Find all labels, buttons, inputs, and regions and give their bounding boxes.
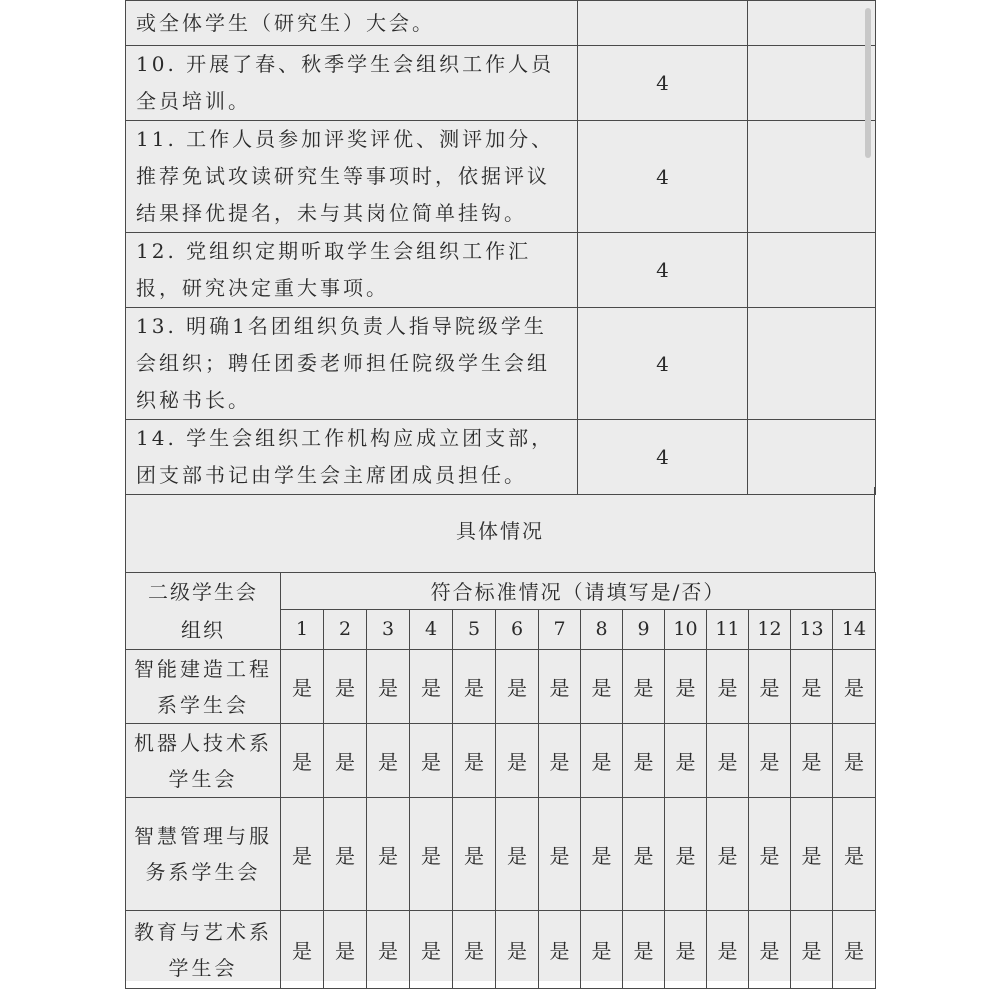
org-compliance-table bbox=[125, 572, 876, 989]
compliance-value: 是 bbox=[791, 650, 833, 724]
compliance-value: 是 bbox=[539, 724, 581, 798]
compliance-value: 是 bbox=[410, 911, 453, 989]
compliance-value: 是 bbox=[833, 798, 876, 911]
compliance-value: 是 bbox=[791, 911, 833, 989]
compliance-value: 是 bbox=[367, 798, 410, 911]
compliance-value: 是 bbox=[581, 911, 623, 989]
compliance-value: 是 bbox=[496, 798, 539, 911]
standard-number: 3 bbox=[367, 609, 410, 649]
org-header bbox=[126, 573, 281, 650]
item-text: 12. 党组织定期听取学生会组织工作汇报，研究决定重大事项。 bbox=[126, 233, 578, 308]
scrollbar[interactable] bbox=[865, 8, 871, 158]
compliance-value: 是 bbox=[496, 911, 539, 989]
standard-number: 7 bbox=[539, 609, 581, 649]
compliance-value: 是 bbox=[496, 724, 539, 798]
compliance-value: 是 bbox=[791, 798, 833, 911]
org-name: 机器人技术系学生会 bbox=[126, 724, 281, 798]
compliance-value: 是 bbox=[749, 650, 791, 724]
score-cell: 4 bbox=[578, 46, 748, 121]
table-row bbox=[126, 420, 876, 495]
item-text: 13. 明确1名团组织负责人指导院级学生会组织；聘任团委老师担任院级学生会组织秘书长。 bbox=[126, 308, 578, 420]
compliance-value: 是 bbox=[623, 650, 665, 724]
score-cell: 4 bbox=[578, 420, 748, 495]
compliance-value: 是 bbox=[791, 724, 833, 798]
score-cell bbox=[578, 1, 748, 46]
compliance-value: 是 bbox=[623, 911, 665, 989]
compliance-value: 是 bbox=[749, 724, 791, 798]
compliance-value: 是 bbox=[453, 798, 496, 911]
table-row bbox=[126, 121, 876, 233]
blank-cell bbox=[748, 420, 876, 495]
compliance-value: 是 bbox=[367, 911, 410, 989]
compliance-value: 是 bbox=[324, 650, 367, 724]
standard-number: 2 bbox=[324, 609, 367, 649]
score-cell: 4 bbox=[578, 121, 748, 233]
compliance-value: 是 bbox=[707, 911, 749, 989]
standard-number: 11 bbox=[707, 609, 749, 649]
standard-number: 1 bbox=[281, 609, 324, 649]
compliance-value: 是 bbox=[453, 650, 496, 724]
compliance-value: 是 bbox=[833, 724, 876, 798]
org-row bbox=[126, 798, 876, 911]
compliance-value: 是 bbox=[581, 724, 623, 798]
compliance-value: 是 bbox=[281, 798, 324, 911]
compliance-value: 是 bbox=[833, 911, 876, 989]
score-cell: 4 bbox=[578, 233, 748, 308]
org-row bbox=[126, 650, 876, 724]
compliance-value: 是 bbox=[453, 724, 496, 798]
blank-cell bbox=[748, 46, 876, 121]
item-text: 10. 开展了春、秋季学生会组织工作人员全员培训。 bbox=[126, 46, 578, 121]
section-title: 具体情况 bbox=[125, 487, 875, 573]
standard-number: 4 bbox=[410, 609, 453, 649]
org-name: 教育与艺术系学生会 bbox=[126, 911, 281, 989]
blank-cell bbox=[748, 308, 876, 420]
compliance-value: 是 bbox=[707, 724, 749, 798]
compliance-value: 是 bbox=[539, 911, 581, 989]
table-row bbox=[126, 1, 876, 46]
org-name: 智慧管理与服务系学生会 bbox=[126, 798, 281, 911]
score-cell: 4 bbox=[578, 308, 748, 420]
compliance-value: 是 bbox=[665, 911, 707, 989]
standard-number: 9 bbox=[623, 609, 665, 649]
compliance-value: 是 bbox=[623, 724, 665, 798]
compliance-value: 是 bbox=[581, 798, 623, 911]
table-row bbox=[126, 46, 876, 121]
standard-number: 8 bbox=[581, 609, 623, 649]
evaluation-table bbox=[125, 0, 876, 495]
compliance-value: 是 bbox=[324, 724, 367, 798]
compliance-value: 是 bbox=[324, 911, 367, 989]
compliance-value: 是 bbox=[749, 911, 791, 989]
standard-number: 12 bbox=[749, 609, 791, 649]
compliance-value: 是 bbox=[665, 650, 707, 724]
org-row bbox=[126, 724, 876, 798]
compliance-value: 是 bbox=[410, 798, 453, 911]
standard-number: 6 bbox=[496, 609, 539, 649]
compliance-value: 是 bbox=[410, 724, 453, 798]
compliance-value: 是 bbox=[367, 650, 410, 724]
compliance-value: 是 bbox=[539, 798, 581, 911]
item-text: 11. 工作人员参加评奖评优、测评加分、推荐免试攻读研究生等事项时，依据评议结果择优提名，未与其岗位简单挂钩。 bbox=[126, 121, 578, 233]
table-row bbox=[126, 233, 876, 308]
blank-cell bbox=[748, 121, 876, 233]
compliance-value: 是 bbox=[324, 798, 367, 911]
org-row bbox=[126, 911, 876, 989]
standard-number: 10 bbox=[665, 609, 707, 649]
header-row bbox=[126, 573, 876, 610]
compliance-value: 是 bbox=[623, 798, 665, 911]
compliance-value: 是 bbox=[707, 650, 749, 724]
org-header-line: 组织 bbox=[181, 618, 225, 642]
document-page bbox=[125, 0, 875, 981]
item-text: 或全体学生（研究生）大会。 bbox=[126, 1, 578, 46]
compliance-value: 是 bbox=[281, 911, 324, 989]
compliance-value: 是 bbox=[833, 650, 876, 724]
compliance-value: 是 bbox=[281, 724, 324, 798]
org-name: 智能建造工程系学生会 bbox=[126, 650, 281, 724]
compliance-value: 是 bbox=[539, 650, 581, 724]
compliance-value: 是 bbox=[665, 724, 707, 798]
compliance-value: 是 bbox=[749, 798, 791, 911]
compliance-value: 是 bbox=[281, 650, 324, 724]
standard-number: 5 bbox=[453, 609, 496, 649]
compliance-value: 是 bbox=[410, 650, 453, 724]
compliance-value: 是 bbox=[707, 798, 749, 911]
standard-number: 14 bbox=[833, 609, 876, 649]
compliance-value: 是 bbox=[496, 650, 539, 724]
standard-number: 13 bbox=[791, 609, 833, 649]
compliance-value: 是 bbox=[665, 798, 707, 911]
blank-cell bbox=[748, 1, 876, 46]
compliance-value: 是 bbox=[367, 724, 410, 798]
table-row bbox=[126, 308, 876, 420]
compliance-value: 是 bbox=[581, 650, 623, 724]
org-header-line: 二级学生会 bbox=[148, 580, 258, 604]
blank-cell bbox=[748, 233, 876, 308]
standard-header: 符合标准情况（请填写是/否） bbox=[281, 573, 876, 610]
item-text: 14. 学生会组织工作机构应成立团支部，团支部书记由学生会主席团成员担任。 bbox=[126, 420, 578, 495]
compliance-value: 是 bbox=[453, 911, 496, 989]
